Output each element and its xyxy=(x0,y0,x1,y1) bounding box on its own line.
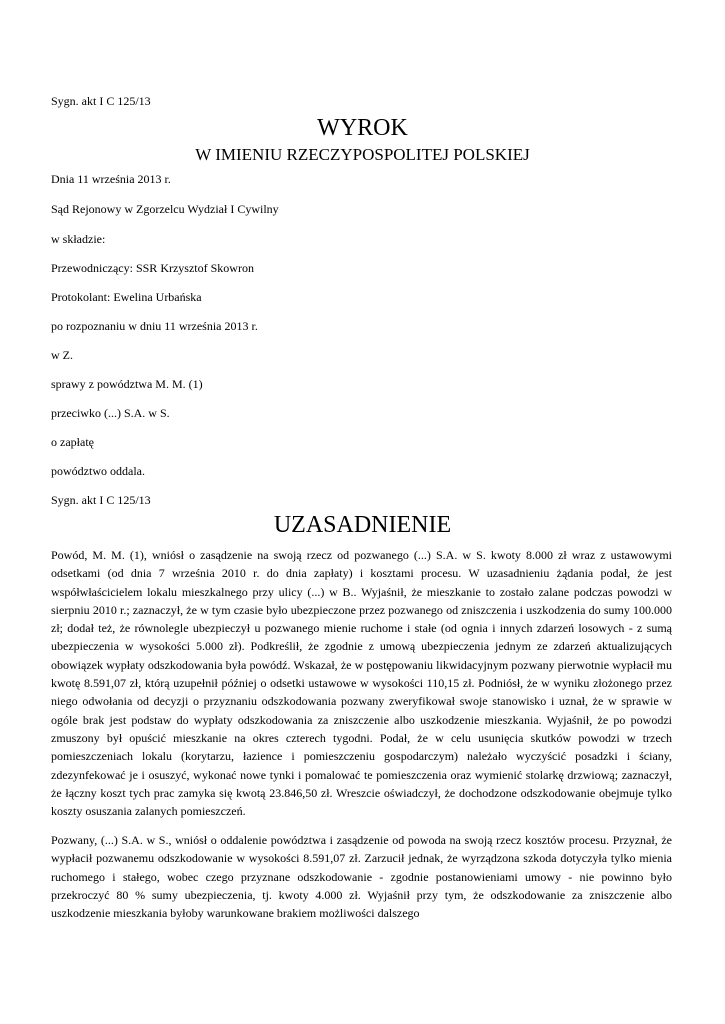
composition-label: w składzie: xyxy=(51,232,106,246)
case-number-top: Sygn. akt I C 125/13 xyxy=(51,94,151,108)
document-subtitle: W IMIENIU RZECZYPOSPOLITEJ POLSKIEJ xyxy=(195,145,530,164)
presiding-judge: Przewodniczący: SSR Krzysztof Skowron xyxy=(51,261,254,275)
court-name: Sąd Rejonowy w Zgorzelcu Wydział I Cywilny xyxy=(51,202,279,216)
document-title: WYROK xyxy=(317,115,408,141)
case-number-justification: Sygn. akt I C 125/13 xyxy=(51,493,151,507)
justification-title: UZASADNIENIE xyxy=(273,512,452,538)
justification-paragraph-1: Powód, M. M. (1), wniósł o zasądzenie na swoją rzecz od pozwanego (...) S.A. w S. kwoty 8.000 zł wraz z ustawowymi odsetkami (od dnia 7 września 2010 r. do dnia zapłaty) i kosztami procesu. W uzasadnieniu żądania podał, że jest współwłaścicielem lokalu mieszkalnego przy ulicy (...) w B.. Wyjaśnił, że mieszkanie to zostało zalane podczas powodzi w sierpniu 2010 r.; zaznaczył, że w tym czasie było ubezpieczone przez pozwanego od zniszczenia i uszkodzenia do sumy 100.000 zł; dodał też, że równolegle ubezpieczył u pozwanego mienie ruchome i stałe (od ognia i innych zdarzeń losowych - z sumą ubezpieczenia w wysokości 5.000 zł). Podkreślił, że zgodnie z umową ubezpieczenia jednym ze zdarzeń aktualizujących obowiązek wypłaty odszkodowania była powódź. Wskazał, że w postępowaniu likwidacyjnym pozwany pierwotnie wypłacił mu kwotę 8.591,07 zł, którą uzupełnił później o odsetki ustawowe w wysokości 110,15 zł. Podniósł, że w wyniku złożonego przez niego odwołania od decyzji o przyznaniu odszkodowania pozwany zweryfikował swoje stanowisko i uznał, że w sprawie w ogóle brak jest podstaw do wypłaty odszkodowania za zniszczenie albo uszkodzenie mieszkania. Wyjaśnił, że po powodzi zmuszony był opuścić mieszkanie na okres czterech tygodni. Podał, że w celu usunięcia skutków powodzi w trzech pomieszczeniach lokalu (korytarzu, łazience i pomieszczeniu gospodarczym) należało wyczyścić posadzki i ściany, zdezynfekować je i osuszyć, wykonać nowe tynki i pomalować te pomieszczenia oraz wymienić stolarkę drzwiową; zaznaczył, że łączny koszt tych prac zamyka się kwotą 23.846,50 zł. Wreszcie oświadczył, że dochodzone odszkodowanie obejmuje tylko koszty osuszania zalanych pomieszczeń. xyxy=(51,548,672,819)
verdict-date: Dnia 11 września 2013 r. xyxy=(51,172,171,186)
hearing-place: w Z. xyxy=(51,348,73,362)
hearing-date: po rozpoznaniu w dniu 11 września 2013 r. xyxy=(51,319,258,333)
against-party: przeciwko (...) S.A. w S. xyxy=(51,406,170,420)
justification-paragraph-2: Pozwany, (...) S.A. w S., wniósł o oddalenie powództwa i zasądzenie od powoda na swoją rzecz kosztów procesu. Przyznał, że wypłacił pozwanemu odszkodowanie w wysokości 8.591,07 zł. Zarzucił jednak, że wyrządzona szkoda dotyczyła tylko mienia ruchomego i stałego, wobec czego przyznane odszkodowanie - zgodnie postanowieniami umowy - nie powinno było przekroczyć 80 % sumy ubezpieczenia, tj. kwoty 4.000 zł. Wyjaśnił przy tym, że odszkodowanie za zniszczenie albo uszkodzenie mieszkania byłoby warunkowane brakiem możliwości dalszego xyxy=(51,833,672,921)
court-recorder: Protokolant: Ewelina Urbańska xyxy=(51,290,202,304)
case-subject: o zapłatę xyxy=(51,435,94,449)
ruling-text: powództwo oddala. xyxy=(51,464,145,478)
case-of: sprawy z powództwa M. M. (1) xyxy=(51,377,203,391)
